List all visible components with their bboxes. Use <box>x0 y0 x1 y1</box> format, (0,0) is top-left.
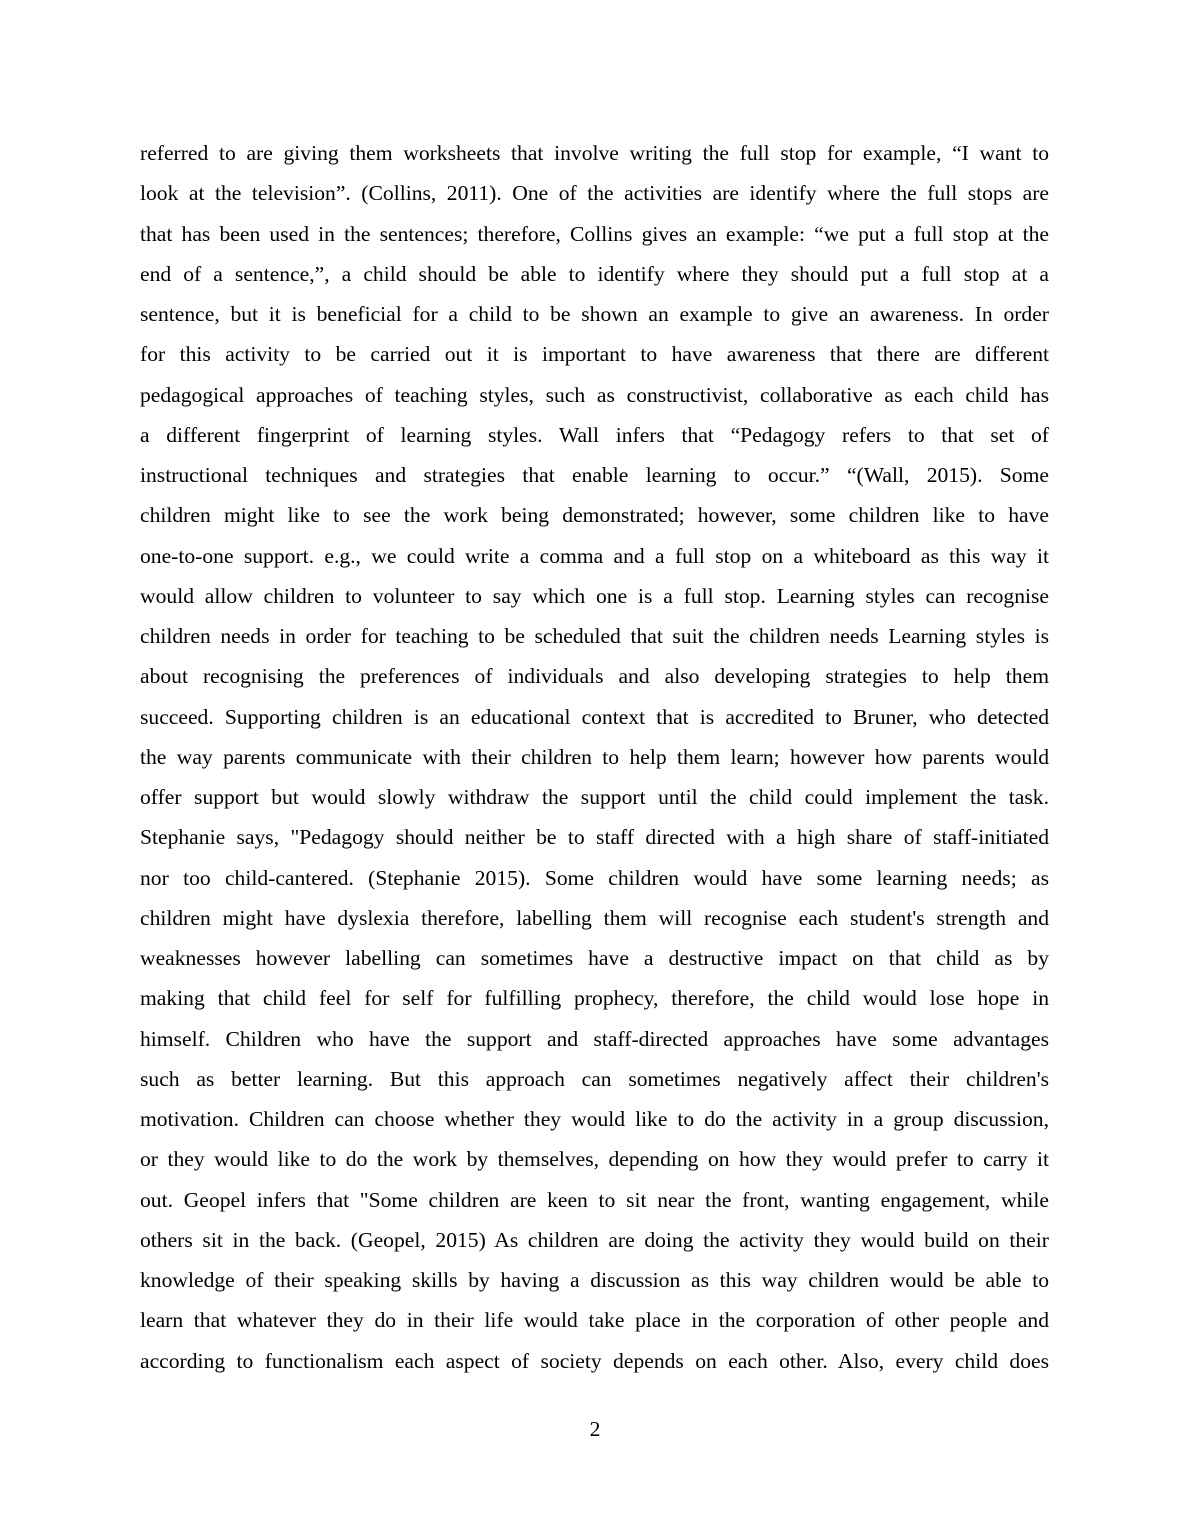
text-line: the way parents communicate with their children to help them learn; however how parents would <box>140 744 1049 769</box>
text-line: making that child feel for self for fulfilling prophecy, therefore, the child would lose hope in <box>140 986 1049 1011</box>
text-line: nor too child-cantered. (Stephanie 2015). Some children would have some learning needs; as <box>140 865 1049 890</box>
page-number: 2 <box>589 1417 601 1441</box>
text-line: for this activity to be carried out it is important to have awareness that there are different <box>140 342 1049 367</box>
text-line: himself. Children who have the support and staff-directed approaches have some advantages <box>140 1026 1049 1051</box>
text-line: or they would like to do the work by themselves, depending on how they would prefer to carry it <box>140 1147 1049 1172</box>
text-line: a different fingerprint of learning styles. Wall infers that “Pedagogy refers to that set of <box>140 422 1049 447</box>
body-paragraph <box>140 133 1049 1381</box>
text-line: learn that whatever they do in their life would take place in the corporation of other people and <box>140 1308 1049 1333</box>
text-line: knowledge of their speaking skills by having a discussion as this way children would be able to <box>140 1268 1049 1292</box>
text-line: one-to-one support. e.g., we could write a comma and a full stop on a whiteboard as this way it <box>140 543 1049 568</box>
text-line: children needs in order for teaching to be scheduled that suit the children needs Learning styles is <box>140 624 1049 648</box>
text-line: weaknesses however labelling can sometimes have a destructive impact on that child as by <box>140 946 1049 970</box>
text-line: about recognising the preferences of individuals and also developing strategies to help them <box>140 664 1049 689</box>
text-line: offer support but would slowly withdraw the support until the child could implement the task. <box>140 785 1049 809</box>
text-line: referred to are giving them worksheets that involve writing the full stop for example, “I want to <box>140 141 1049 165</box>
text-line: end of a sentence,”, a child should be able to identify where they should put a full stop at a <box>140 261 1049 286</box>
text-line: out. Geopel infers that "Some children are keen to sit near the front, wanting engagement, while <box>140 1187 1049 1212</box>
text-line: instructional techniques and strategies that enable learning to occur.” “(Wall, 2015). Some <box>140 463 1049 487</box>
text-line: according to functionalism each aspect of society depends on each other. Also, every child does <box>140 1348 1049 1373</box>
text-line: others sit in the back. (Geopel, 2015) As children are doing the activity they would build on their <box>140 1227 1049 1252</box>
text-line: pedagogical approaches of teaching styles, such as constructivist, collaborative as each child has <box>140 382 1049 407</box>
text-line: sentence, but it is beneficial for a child to be shown an example to give an awareness. In order <box>140 302 1049 326</box>
text-line: Stephanie says, "Pedagogy should neither be to staff directed with a high share of staff-initiated <box>140 825 1049 850</box>
text-line: look at the television”. (Collins, 2011). One of the activities are identify where the full stops are <box>140 181 1049 206</box>
text-line: children might like to see the work being demonstrated; however, some children like to have <box>140 503 1049 528</box>
text-line: succeed. Supporting children is an educational context that is accredited to Bruner, who detected <box>140 704 1049 729</box>
text-line: would allow children to volunteer to say which one is a full stop. Learning styles can recognise <box>140 583 1049 608</box>
text-line: motivation. Children can choose whether they would like to do the activity in a group discussion, <box>140 1107 1049 1131</box>
text-line: children might have dyslexia therefore, labelling them will recognise each student's strength and <box>140 905 1049 930</box>
text-line: such as better learning. But this approach can sometimes negatively affect their children's <box>140 1066 1049 1091</box>
text-line: that has been used in the sentences; therefore, Collins gives an example: “we put a full stop at the <box>140 221 1049 246</box>
